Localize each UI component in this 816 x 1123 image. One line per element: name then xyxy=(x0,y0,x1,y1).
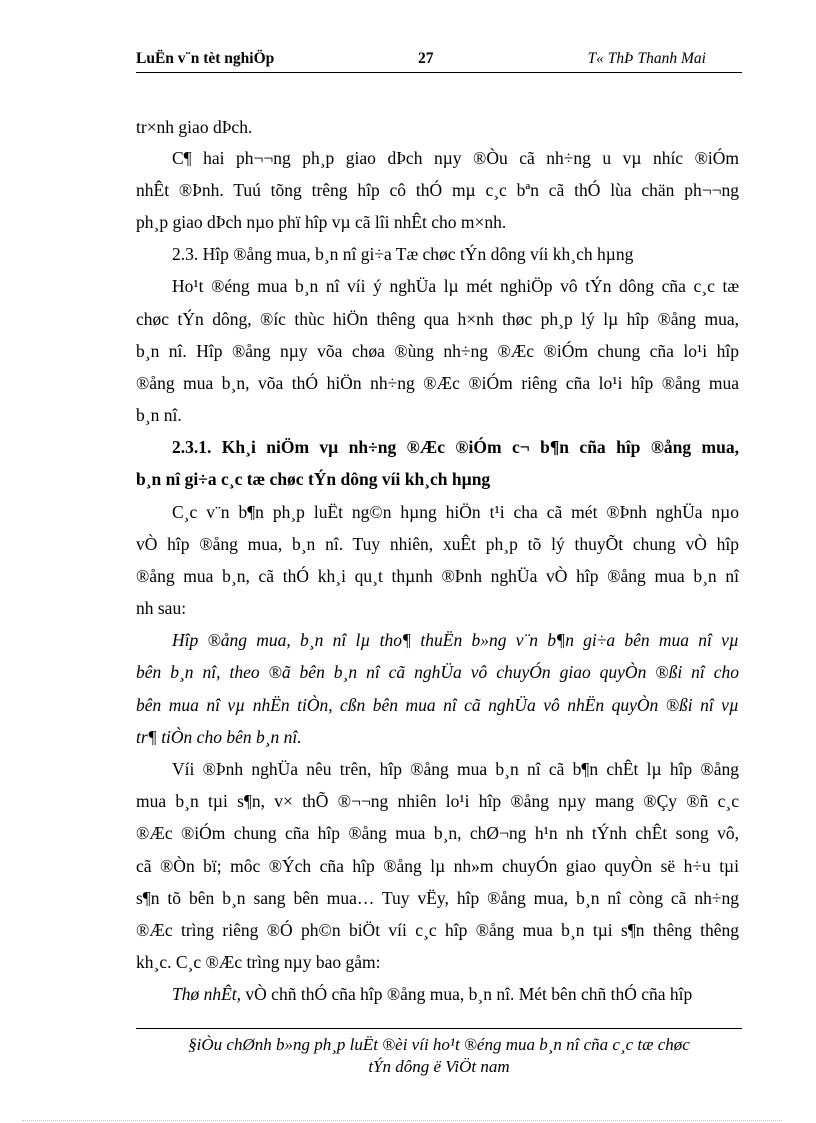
page-bottom-dotted-edge xyxy=(22,1120,782,1121)
body-line: ph¸p giao dÞch nµo phï hîp vµ cã lîi nhÊt cho m×nh. xyxy=(136,212,507,232)
page-header xyxy=(136,48,742,73)
body-line: ®ång mua b¸n, cã thÓ kh¸i qu¸t thµnh ®Þnh nghÜa vÒ hîp ®ång mua b¸n nî xyxy=(136,566,739,586)
footer-title-line-1: §iÒu chØnh b»ng ph¸p luËt ®èi víi ho¹t ®éng mua b¸n nî cña c¸c tæ chøc xyxy=(188,1035,690,1054)
body-line: C¸c v¨n b¶n ph¸p luËt ng©n hµng hiÖn t¹i cha cã mét ®Þnh nghÜa nµo xyxy=(172,502,739,522)
section-heading-2-3: 2.3. Hîp ®ång mua, b¸n nî gi÷a Tæ chøc tÝn dông víi kh¸ch hµng xyxy=(172,244,634,264)
body-line: Víi ®Þnh nghÜa nêu trên, hîp ®ång mua b¸n nî cã b¶n chÊt lµ hîp ®ång xyxy=(172,759,739,779)
subsection-heading-2-3-1-cont: b¸n nî gi÷a c¸c tæ chøc tÝn dông víi kh¸ch hµng xyxy=(136,469,491,489)
body-line: Ho¹t ®éng mua b¸n nî víi ý nghÜa lµ mét nghiÖp vô tÝn dông cña c¸c tæ xyxy=(172,276,739,296)
body-line: b¸n nî. Hîp ®ång nµy võa chøa ®ùng nh÷ng ®Æc ®iÓm chung cña lo¹i hîp xyxy=(136,341,739,361)
footer-rule xyxy=(136,1028,742,1029)
body-line: ®Æc trìng riêng ®Ó ph©n biÖt víi c¸c hîp ®ång mua b¸n tµi s¶n thêng thêng xyxy=(136,920,739,940)
body-line: ®ång mua b¸n, võa thÓ hiÖn nh÷ng ®Æc ®iÓm riêng cña lo¹i hîp ®ång mua xyxy=(136,373,739,393)
definition-line: tr¶ tiÒn cho bên b¸n nî. xyxy=(136,727,302,747)
thesis-label: LuËn v¨n tèt nghiÖp xyxy=(136,50,275,67)
definition-line: bên mua nî vµ nhËn tiÒn, cßn bên mua nî cã nghÜa vô nhËn quyÒn ®ßi nî vµ xyxy=(136,695,739,715)
footer-title-line-2: tÝn dông ë ViÖt nam xyxy=(368,1057,510,1076)
author-name: T« ThÞ Thanh Mai xyxy=(587,50,706,67)
definition-line: Hîp ®ång mua, b¸n nî lµ tho¶ thuËn b»ng v¨n b¶n gi÷a bên mua nî vµ xyxy=(172,630,739,650)
body-line: s¶n tõ bên b¸n sang bên mua… Tuy vËy, hîp ®ång mua, b¸n nî còng cã nh÷ng xyxy=(136,888,739,908)
first-point-label: Thø nhÊt, xyxy=(172,984,242,1004)
body-line: cã ®Òn bï; môc ®Ých cña hîp ®ång lµ nh»m chuyÓn giao quyÒn së h÷u tµi xyxy=(136,856,739,876)
page-number: 27 xyxy=(418,50,434,67)
body-line: vÒ hîp ®ång mua, b¸n nî. Tuy nhiên, xuÊt ph¸p tõ lý thuyÕt chung vÒ hîp xyxy=(136,534,739,554)
definition-line: bên b¸n nî, theo ®ã bên b¸n nî cã nghÜa vô chuyÓn giao quyÒn ®ßi nî cho xyxy=(136,662,739,682)
body-line: chøc tÝn dông, ®íc thùc hiÖn thêng qua h×nh thøc ph¸p lý lµ hîp ®ång mua, xyxy=(136,309,739,329)
body-line: kh¸c. C¸c ®Æc trìng nµy bao gåm: xyxy=(136,952,381,972)
body-line xyxy=(172,982,739,1006)
body-line: mua b¸n tµi s¶n, v× thÕ ®¬¬ng nhiên lo¹i hîp ®ång nµy mang ®Çy ®ñ c¸c xyxy=(136,791,739,811)
body-line: b¸n nî. xyxy=(136,405,182,425)
body-line: ®Æc ®iÓm chung cña hîp ®ång mua b¸n, chØ¬ng h¹n nh tÝnh chÊt song vô, xyxy=(136,823,739,843)
body-line: tr×nh giao dÞch. xyxy=(136,117,253,137)
body-line: C¶ hai ph¬¬ng ph¸p giao dÞch nµy ®Òu cã nh÷ng u vµ nhíc ®iÓm xyxy=(172,148,739,168)
body-text: vÒ chñ thÓ cña hîp ®ång mua, b¸n nî. Mét bên chñ thÓ cña hîp xyxy=(241,984,693,1004)
subsection-heading-2-3-1: 2.3.1. Kh¸i niÖm vµ nh÷ng ®Æc ®iÓm c¬ b¶n cña hîp ®ång mua, xyxy=(172,437,739,457)
body-line: nh sau: xyxy=(136,598,187,618)
body-line: nhÊt ®Þnh. Tuú tõng trêng hîp cô thÓ mµ c¸c bªn cã thÓ lùa chän ph¬¬ng xyxy=(136,180,739,200)
